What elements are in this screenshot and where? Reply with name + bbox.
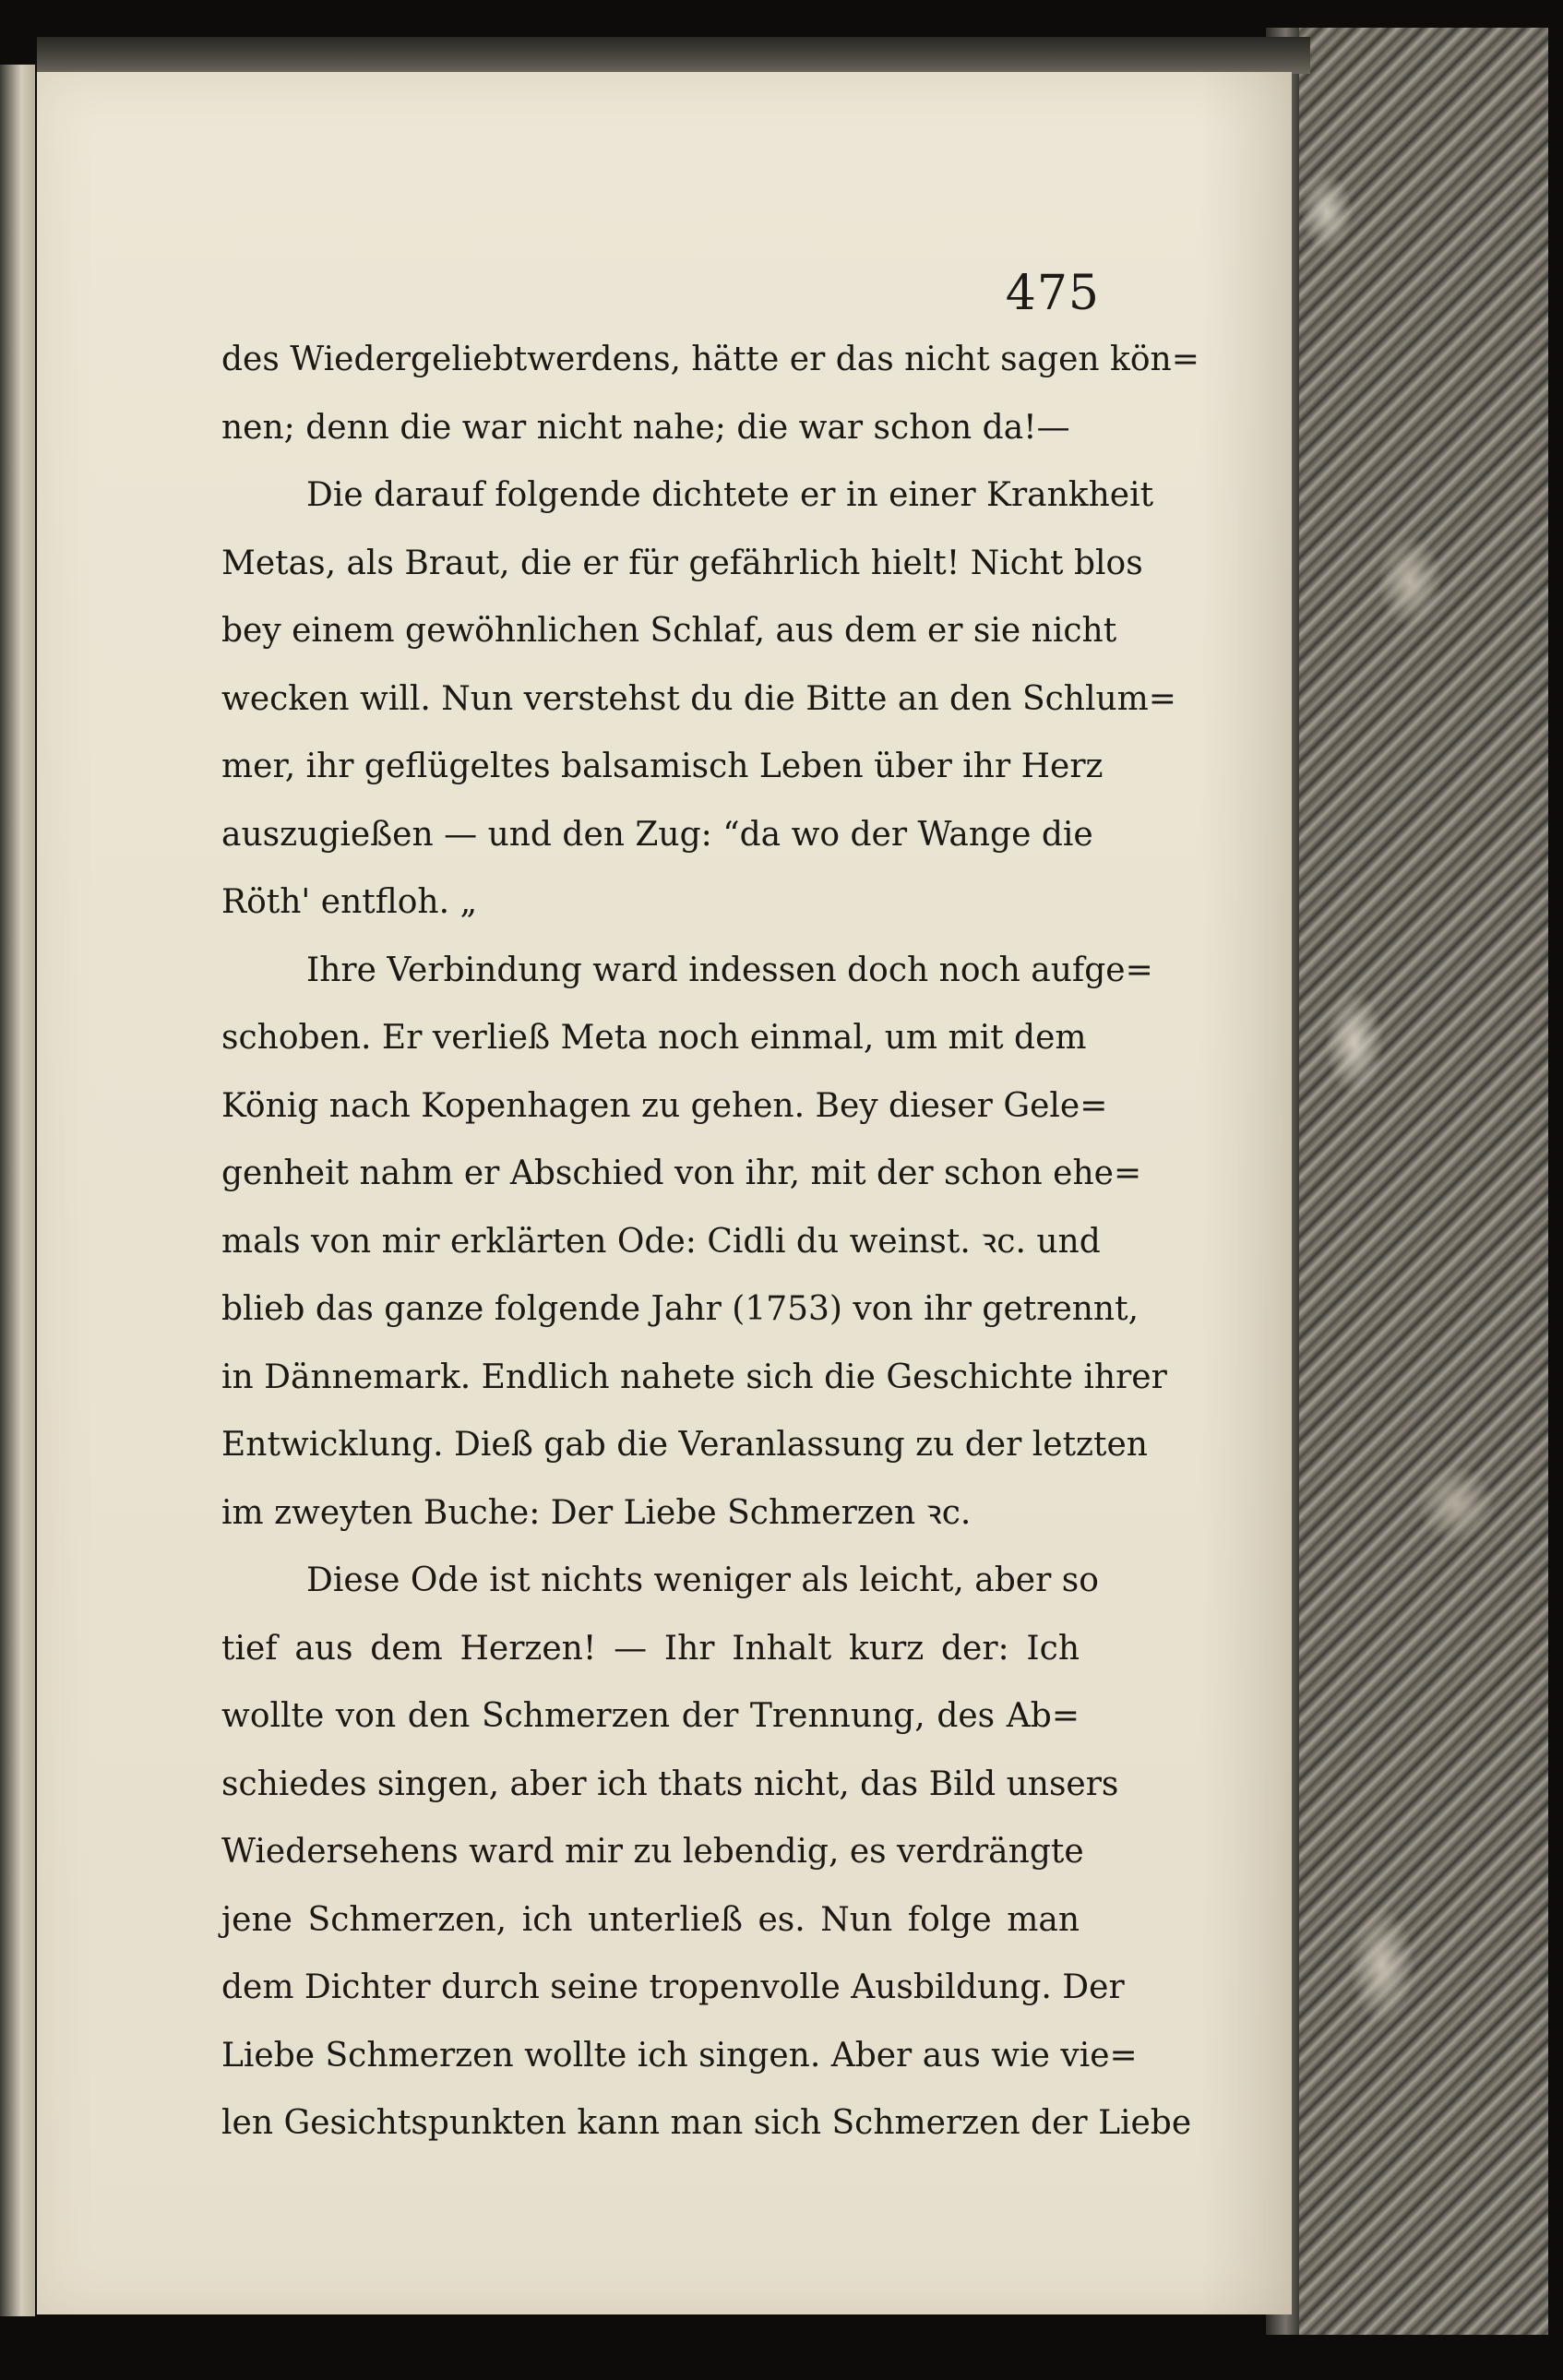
text-line: König nach Kopenhagen zu gehen. Bey dieser Gele= [221,1086,1108,1125]
top-binding-edge [37,37,1310,74]
text-line: genheit nahm er Abschied von ihr, mit der schon ehe= [221,1154,1142,1192]
text-line: im zweyten Buche: Der Liebe Schmerzen ꝛc. [221,1493,972,1532]
text-line: Wiedersehens ward mir zu lebendig, es verdrängte [221,1833,1084,1871]
text-line: Röth' entfloh. „ [221,883,478,921]
text-line: schoben. Er verließ Meta noch einmal, um mit dem [221,1019,1087,1057]
text-line: tief aus dem Herzen! — Ihr Inhalt kurz der: Ich [221,1629,1080,1668]
text-line: in Dännemark. Endlich nahete sich die Geschichte ihrer [221,1357,1167,1396]
text-line: mer, ihr geflügeltes balsamisch Leben über ihr Herz [221,747,1104,785]
text-line: dem Dichter durch seine tropenvolle Ausbildung. Der [221,1968,1125,2006]
text-line: schiedes singen, aber ich thats nicht, das Bild unsers [221,1764,1119,1803]
text-line: des Wiedergeliebtwerdens, hätte er das nicht sagen kön= [221,341,1199,378]
text-line: mals von mir erklärten Ode: Cidli du weinst. ꝛc. und [221,1222,1101,1261]
text-line: auszugießen — und den Zug: “da wo der Wange die [221,815,1093,854]
text-line: len Gesichtspunkten kann man sich Schmerzen der Liebe [221,2104,1192,2142]
page-edge-shading [1199,72,1292,2314]
text-line: Metas, als Braut, die er für gefährlich hielt! Nicht blos [221,544,1143,582]
page-number: 475 [1005,266,1100,321]
text-line: Ihre Verbindung ward indessen doch noch aufge= [306,951,1153,989]
text-line: wollte von den Schmerzen der Trennung, des Ab= [221,1697,1080,1735]
text-line: Diese Ode ist nichts weniger als leicht, aber so [306,1561,1099,1599]
text-line: nen; denn die war nicht nahe; die war schon da!— [221,408,1070,447]
text-line: bey einem gewöhnlichen Schlaf, aus dem er sie nicht [221,612,1117,650]
text-line: Liebe Schmerzen wollte ich singen. Aber aus wie vie= [221,2036,1138,2075]
marbled-cover [1266,28,1548,2335]
text-line: wecken will. Nun verstehst du die Bitte an den Schlum= [221,679,1176,718]
text-line: Entwicklung. Dieß gab die Veranlassung zu der letzten [221,1426,1148,1464]
text-line: Die darauf folgende dichtete er in einer Krankheit [306,476,1154,514]
text-line: blieb das ganze folgende Jahr (1753) von ihr getrennt, [221,1290,1139,1328]
text-line: jene Schmerzen, ich unterließ es. Nun folge man [221,1900,1080,1939]
previous-page-edge [0,65,35,2316]
